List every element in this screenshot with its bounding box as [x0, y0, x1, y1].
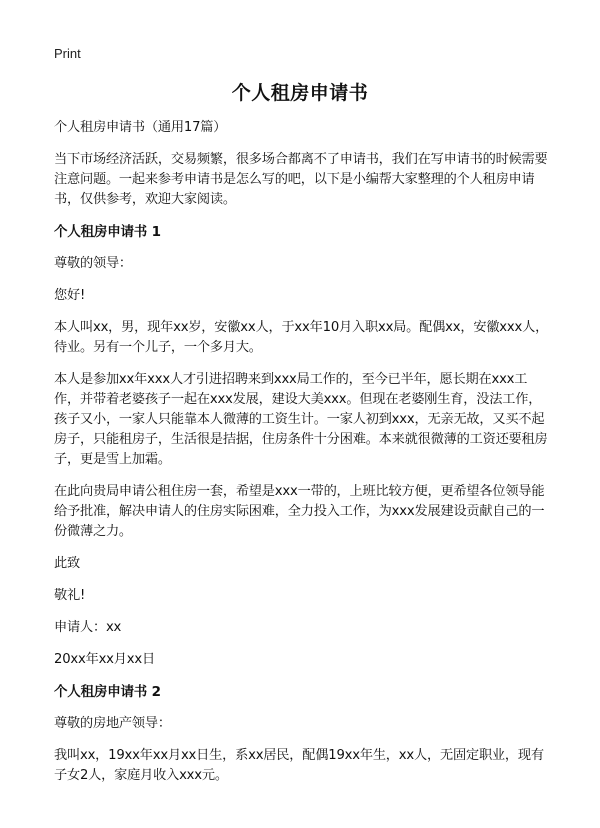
- salutation: 尊敬的领导：: [54, 256, 132, 271]
- intro-paragraph: 当下市场经济活跃，交易频繁，很多场合都离不了申请书，我们在写申请书的时候需要注意问题。一起来参考申请书是怎么写的吧，以下是小编帮大家整理的个人租房申请书，仅供参考，欢迎大家阅读。: [54, 152, 548, 207]
- closing-line: 此致: [54, 556, 80, 571]
- body-paragraph: 本人是参加xx年xxx人才引进招聘来到xxx局工作的，至今已半年，愿长期在xxx工作，并带着老婆孩子一起在xxx发展，建设大美xxx。但现在老婆刚生育，没法工作，孩子又小，一家人只能靠本人微薄的工资生计。一家人初到xxx，无亲无故，又买不起房子，只能租房子，生活很是拮据，住房条件十分困难。本来就很微薄的工资还要租房子，更是雪上加霜。: [54, 372, 548, 467]
- document-body: [54, 118, 552, 798]
- page-title: 个人租房申请书: [231, 82, 369, 104]
- body-paragraph: 本人叫xx，男，现年xx岁，安徽xx人，于xx年10月入职xx局。配偶xx，安徽xxx人，待业。另有一个儿子，一个多月大。: [54, 320, 549, 355]
- document-subtitle: 个人租房申请书（通用17篇）: [54, 120, 227, 135]
- salutation: 尊敬的房地产领导：: [54, 716, 171, 731]
- section-heading: 个人租房申请书 2: [54, 684, 161, 700]
- date-line: 20xx年xx月xx日: [54, 652, 155, 667]
- closing-line: 敬礼!: [54, 588, 86, 603]
- greeting: 您好!: [54, 288, 86, 303]
- body-paragraph: 在此向贵局申请公租住房一套，希望是xxx一带的，上班比较方便，更希望各位领导能给予批准，解决申请人的住房实际困难，全力投入工作，为xxx发展建设贡献自己的一份微薄之力。: [54, 484, 545, 539]
- section-heading: 个人租房申请书 1: [54, 224, 161, 240]
- applicant-line: 申请人：xx: [54, 620, 122, 635]
- print-link[interactable]: Print: [54, 46, 81, 61]
- body-paragraph: 我叫xx，19xx年xx月xx日生，系xx居民，配偶19xx年生，xx人，无固定职业，现有子女2人，家庭月收入xxx元。: [54, 748, 544, 783]
